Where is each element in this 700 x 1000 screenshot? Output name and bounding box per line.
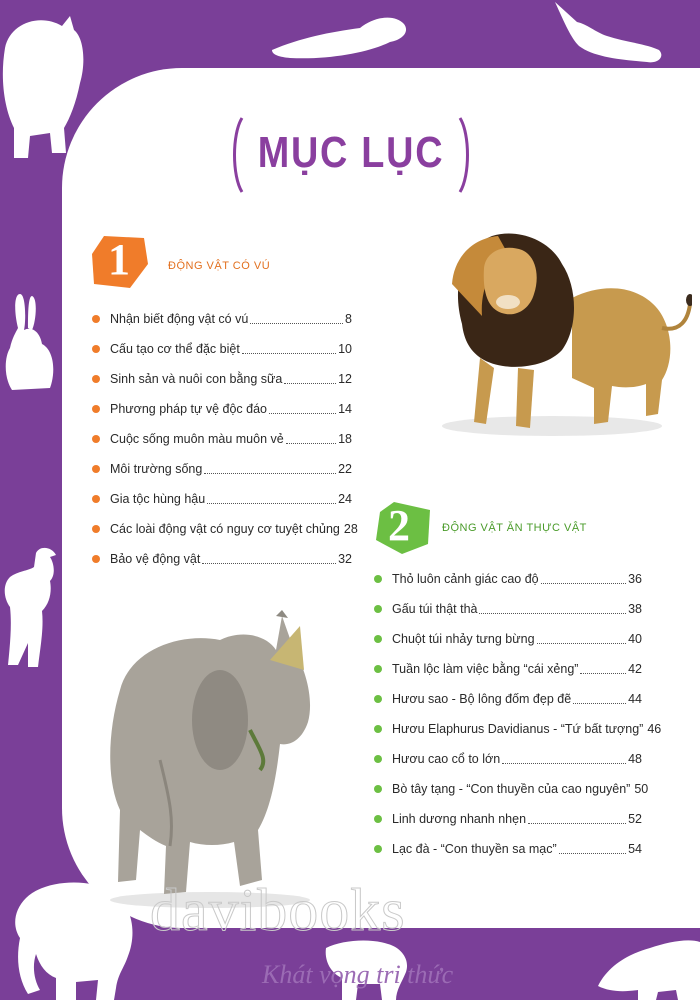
toc-item-label: Các loài động vật có nguy cơ tuyệt chủng	[110, 522, 340, 536]
bullet-icon	[92, 405, 100, 413]
rhino-photo	[100, 610, 322, 910]
dot-leader	[541, 583, 626, 584]
toc-item[interactable]	[374, 804, 642, 834]
toc-item[interactable]	[92, 514, 358, 544]
seal-silhouette-icon	[270, 10, 410, 60]
toc-item-label: Phương pháp tự vệ độc đáo	[110, 402, 267, 416]
toc-item[interactable]	[92, 424, 352, 454]
bullet-icon	[92, 345, 100, 353]
toc-item-page: 32	[338, 552, 352, 566]
toc-item-page: 44	[628, 692, 642, 706]
bullet-icon	[92, 315, 100, 323]
toc-item-page: 38	[628, 602, 642, 616]
toc-item-page: 24	[338, 492, 352, 506]
bullet-icon	[92, 465, 100, 473]
bullet-icon	[374, 785, 382, 793]
toc-item-page: 36	[628, 572, 642, 586]
toc-item[interactable]	[374, 744, 642, 774]
bullet-icon	[374, 695, 382, 703]
section-1-title: ĐỘNG VẬT CÓ VÚ	[168, 260, 271, 272]
toc-item-page: 52	[628, 812, 642, 826]
toc-item-page: 28	[343, 522, 358, 536]
bullet-icon	[374, 725, 382, 733]
toc-item[interactable]	[92, 334, 352, 364]
bullet-icon	[374, 635, 382, 643]
section-1-number: 1	[108, 235, 130, 284]
toc-item[interactable]	[374, 774, 649, 804]
watermark-slogan: Khát vọng tri thức	[262, 960, 454, 989]
toc-item[interactable]	[92, 484, 352, 514]
title-block	[228, 116, 474, 194]
toc-item-label: Nhận biết động vật có vú	[110, 312, 249, 326]
bullet-icon	[374, 665, 382, 673]
anteater-silhouette-icon	[598, 926, 700, 1000]
bullet-icon	[92, 375, 100, 383]
dot-leader	[242, 353, 336, 354]
rabbit-silhouette-icon	[2, 292, 58, 392]
toc-item-label: Chuột túi nhảy tưng bừng	[392, 632, 535, 646]
toc-item-label: Thỏ luôn cảnh giác cao độ	[392, 572, 539, 586]
section-2-number: 2	[388, 501, 410, 550]
toc-item-page: 8	[345, 312, 352, 326]
toc-item-page: 14	[338, 402, 352, 416]
toc-item-page: 12	[338, 372, 352, 386]
toc-item-label: Gấu túi thật thà	[392, 602, 478, 616]
dot-leader	[202, 563, 336, 564]
dot-leader	[559, 853, 626, 854]
bullet-icon	[92, 525, 100, 533]
toc-item[interactable]	[92, 394, 352, 424]
toc-item-page: 40	[628, 632, 642, 646]
narwhal-silhouette-icon	[555, 2, 665, 68]
section-1-list	[92, 304, 358, 574]
bullet-icon	[92, 555, 100, 563]
bullet-icon	[92, 495, 100, 503]
toc-item-page: 46	[647, 722, 662, 736]
dot-leader	[284, 383, 336, 384]
toc-item-label: Lạc đà - “Con thuyền sa mạc”	[392, 842, 557, 856]
toc-item-label: Cuộc sống muôn màu muôn vẻ	[110, 432, 284, 446]
toc-item-label: Tuần lộc làm việc bằng “cái xẻng”	[392, 662, 579, 676]
bullet-icon	[374, 605, 382, 613]
bullet-icon	[374, 575, 382, 583]
toc-item-page: 54	[628, 842, 642, 856]
section-2-title: ĐỘNG VẬT ĂN THỰC VẬT	[442, 522, 587, 534]
toc-item-page: 22	[338, 462, 352, 476]
dot-leader	[479, 613, 626, 614]
toc-item[interactable]	[92, 454, 352, 484]
toc-item-page: 42	[628, 662, 642, 676]
dot-leader	[286, 443, 336, 444]
toc-item-page: 50	[634, 782, 649, 796]
bullet-icon	[92, 435, 100, 443]
toc-item-page: 10	[338, 342, 352, 356]
bullet-icon	[374, 755, 382, 763]
bullet-icon	[374, 815, 382, 823]
toc-item-label: Gia tộc hùng hậu	[110, 492, 206, 506]
toc-item-label: Môi trường sống	[110, 462, 203, 476]
dot-leader	[502, 763, 626, 764]
dot-leader	[204, 473, 336, 474]
toc-item[interactable]	[374, 654, 642, 684]
dot-leader	[573, 703, 626, 704]
toc-item-label: Cấu tạo cơ thể đặc biệt	[110, 342, 240, 356]
toc-item-page: 18	[338, 432, 352, 446]
toc-item[interactable]	[374, 834, 642, 864]
toc-item[interactable]	[374, 684, 642, 714]
bullet-icon	[374, 845, 382, 853]
toc-item[interactable]	[374, 624, 642, 654]
toc-item-label: Bò tây tạng - “Con thuyền của cao nguyên”	[392, 782, 631, 796]
toc-item-label: Linh dương nhanh nhẹn	[392, 812, 527, 826]
section-2-list	[374, 564, 662, 864]
toc-item-label: Hươu Elaphurus Davidianus - “Tứ bất tượng”	[392, 722, 644, 736]
toc-item-page: 48	[628, 752, 642, 766]
dot-leader	[207, 503, 336, 504]
toc-item-label: Hươu sao - Bộ lông đốm đẹp đẽ	[392, 692, 572, 706]
toc-item-label: Hươu cao cổ to lớn	[392, 752, 501, 766]
dot-leader	[269, 413, 336, 414]
toc-item-label: Sinh sản và nuôi con bằng sữa	[110, 372, 283, 386]
toc-item-label: Bảo vệ động vật	[110, 552, 201, 566]
toc-item[interactable]	[374, 714, 662, 744]
dot-leader	[537, 643, 627, 644]
page-title: MỤC LỤC	[257, 128, 445, 177]
lion-photo	[422, 228, 692, 440]
toc-item[interactable]	[374, 594, 642, 624]
dot-leader	[250, 323, 343, 324]
dot-leader	[528, 823, 626, 824]
toc-item[interactable]	[92, 544, 352, 574]
watermark-brand: davibooks	[150, 877, 406, 943]
toc-item[interactable]	[92, 364, 352, 394]
goat-silhouette-icon	[0, 545, 62, 670]
dot-leader	[580, 673, 626, 674]
toc-item[interactable]	[374, 564, 642, 594]
toc-item[interactable]	[92, 304, 352, 334]
